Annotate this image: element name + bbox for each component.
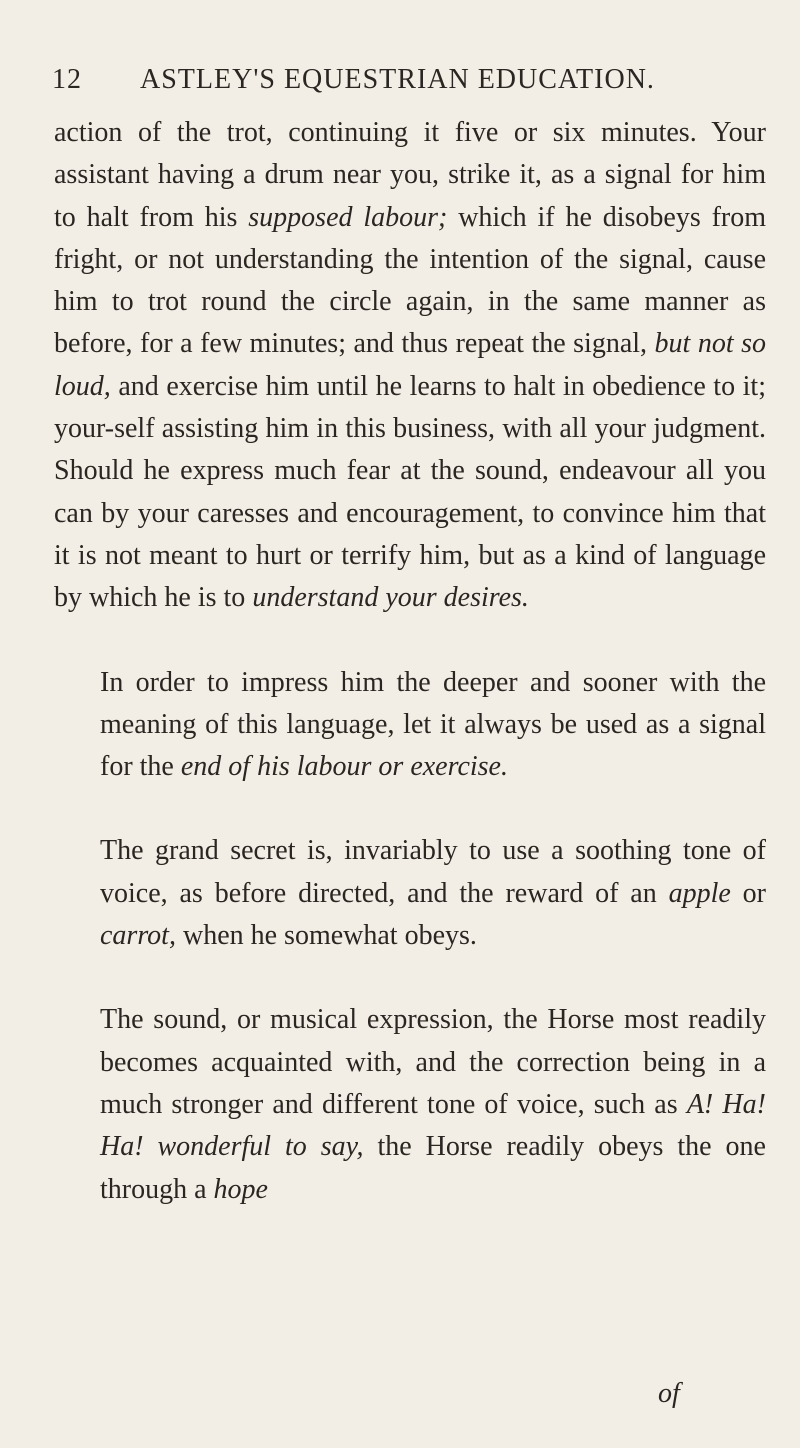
p1-italic-2: but not so loud, [54, 328, 766, 402]
p1-italic-1: supposed labour; [248, 201, 448, 233]
paragraph-4 [54, 999, 766, 1210]
p4-italic-2: hope [213, 1173, 268, 1205]
p1-text-b: which if he disobeys from fright, or not understanding the intention of the signal, cause him to trot round the circle again, in the same manner as before, for a few minutes; and thus repeat the signal, [54, 201, 766, 360]
paragraph-3 [54, 830, 766, 957]
p4-text-a: The sound, or musical expression, the Horse most readily becomes acquainted with, and the correction being in a much stronger and different tone of voice, such as [100, 1004, 766, 1120]
catchword: of [658, 1378, 680, 1409]
p3-text-a: The grand secret is, invariably to use a soothing tone of voice, as before directed, and the reward of an [100, 835, 766, 909]
running-title: ASTLEY'S EQUESTRIAN EDUCATION. [140, 64, 655, 95]
p4-text-b: the Horse readily obeys the one through a [100, 1131, 766, 1205]
running-header [52, 62, 752, 98]
body-text [54, 112, 766, 1211]
p1-text-a: action of the trot, continuing it five or six minutes. Your assistant having a drum near you, strike it, as a signal for him to halt from his [54, 117, 766, 233]
paragraph-2 [54, 662, 766, 789]
p1-italic-3: understand your desires. [252, 582, 529, 614]
p4-italic-1: A! Ha! Ha! wonderful to say, [100, 1088, 766, 1163]
p3-text-c: when he somewhat obeys. [175, 920, 477, 952]
p1-text-c: and exercise him until he learns to halt in obedience to it; your-self assisting him in this business, with all your judgment. Should he express much fear at the sound, endeavour all you can by your caresses and encouragement, to convince him that it is not meant to hurt or terrify him, but as a kind of language by which he is to [54, 370, 766, 614]
page-number: 12 [52, 64, 82, 95]
p3-italic-1: apple [668, 877, 731, 909]
p3-text-b: or [730, 877, 766, 909]
p2-text-a: In order to impress him the deeper and sooner with the meaning of this language, let it always be used as a signal for the [100, 666, 766, 783]
paragraph-1 [54, 112, 766, 620]
p3-italic-2: carrot, [100, 920, 176, 952]
p2-italic-1: end of his labour or exercise. [180, 751, 508, 783]
